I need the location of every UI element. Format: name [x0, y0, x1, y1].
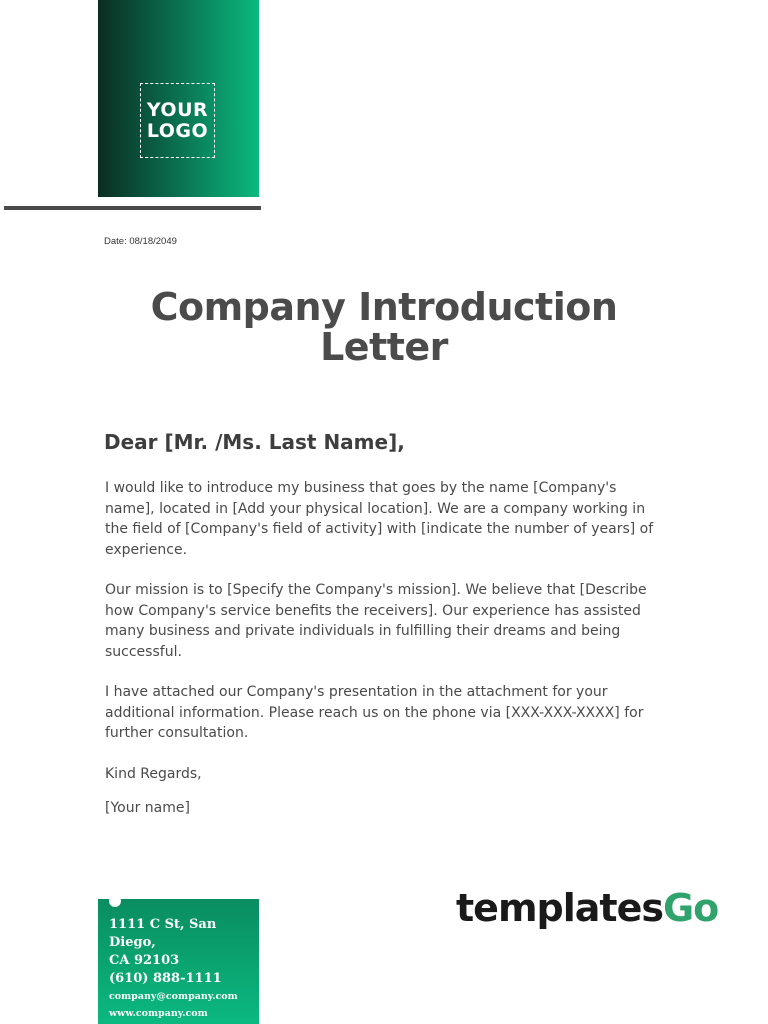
- address-line-2: CA 92103: [109, 953, 180, 968]
- paragraph: Our mission is to [Specify the Company's mission]. We believe that [Describe how Company's service benefits the receivers]. Our experience has assisted many business and private individuals in fulfilling their dreams and being successful.: [105, 582, 647, 660]
- title-line-2: Letter: [320, 325, 448, 369]
- closing: Kind Regards,: [105, 765, 202, 782]
- paragraph: I have attached our Company's presentation in the attachment for your additional information. Please reach us on the phone via [XXX-XXX-XXXX] for further consultation.: [105, 684, 644, 741]
- contact-footer: [98, 899, 259, 1024]
- address-line-1: 1111 C St, San Diego,: [109, 917, 217, 950]
- letter-title: [100, 287, 668, 367]
- title-line-1: Company Introduction: [150, 285, 618, 329]
- email-address: company@company.com: [109, 991, 238, 1002]
- salutation: Dear [Mr. /Ms. Last Name],: [104, 430, 405, 454]
- contact-details: [109, 916, 259, 1022]
- decorative-dot: [109, 895, 121, 907]
- letter-date: Date: 08/18/2049: [104, 236, 177, 247]
- brand-logo: [456, 886, 718, 930]
- brand-name-part-1: templates: [456, 886, 663, 930]
- letter-body: [105, 478, 665, 839]
- logo-line-2: LOGO: [146, 119, 209, 142]
- logo-banner: [98, 0, 259, 197]
- phone-number: (610) 888-1111: [109, 971, 222, 986]
- brand-name-part-2: Go: [662, 886, 719, 930]
- signature: [Your name]: [105, 800, 190, 816]
- logo-line-1: YOUR: [146, 98, 209, 121]
- paragraph: I would like to introduce my business that goes by the name [Company's name], located in [Add your physical location]. We are a company working in the field of [Company's field of activity] with [indicate the number of years] of experience.: [105, 480, 654, 558]
- website-address: www.company.com: [109, 1008, 208, 1019]
- header-divider: [4, 206, 261, 210]
- logo-placeholder: [140, 83, 215, 158]
